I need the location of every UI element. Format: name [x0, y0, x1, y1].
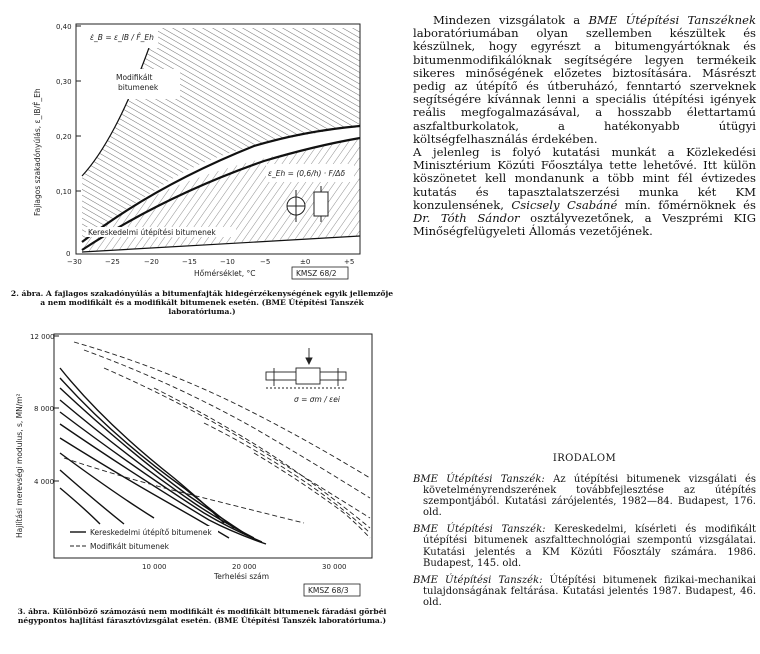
- figure-3-stamp-text: KMSZ 68/3: [308, 586, 349, 595]
- figure-3-label-commercial: Kereskedelmi útépítő bitumenek: [90, 528, 212, 537]
- figure-2-x-tick: −25: [105, 258, 120, 266]
- reference-item: [413, 524, 756, 568]
- reference-item: [413, 474, 756, 518]
- figure-3-curve: [60, 412, 262, 542]
- figure-3-label-modified: Modifikált bitumenek: [90, 542, 170, 551]
- text-run: A jelenleg is folyó kutatási munkát a Közlekedési Minisztérium Közúti Főosztálya tette lehetővé. Itt külön köszönetet kell mondanunk a több mint fél évtizedes kutatás és tapasztalatszerzési munka két KM konzulensének,: [413, 145, 756, 212]
- figure-3-curve: [60, 488, 100, 524]
- figure-2-y-tick: 0,10: [56, 188, 72, 196]
- figure-3-caption: 3. ábra. Különböző számozású nem modifikált és modifikált bitumenek fáradási görbéi négypontos hajlítási fárasztóvizsgálat esetén. (BME Útépítési Tanszék laboratóriuma.): [17, 607, 387, 625]
- text-run: laboratóriumában olyan szellemben készültek és készülnek, hogy egyrészt a bitumengyártóknak és bitumenmodifikálóknak segítségére legyen termékeik sikeres minőségének előzetes biztosítására. Másrészt pedig az útépítő és útberuházó, fenntartó szerveknek segítségére kívánnak lenni a speciális útépítési igények reális megfogalmazásával, a hosszabb élettartamú aszfaltburkolatok, a hatékonyabb útügyi költségfelhasználás érdekében.: [413, 26, 756, 146]
- figure-3-x-tick: 30 000: [322, 563, 347, 571]
- figure-3-y-axis: [30, 333, 59, 486]
- references-title: IRODALOM: [552, 453, 617, 464]
- paragraph-2: [413, 146, 756, 238]
- figure-2-xlabel: Hőmérséklet, °C: [194, 269, 256, 278]
- reference-text: Az útépítési bitumenek vizsgálati és követelményrendszerének továbbfejlesztése az útépítés szempontjából. Kutatási zárójelentés, 1982—84. Budapest, 176. old.: [423, 474, 756, 519]
- figure-3-y-tick: 8 000: [34, 405, 55, 413]
- figure-2-caption: 2. ábra. A fajlagos szakadónyúlás a bitumenfajták hidegérzékenységének egyik jellemzője a nem modifikált és a modifikált bitumenek esetén. (BME Útépítési Tanszék laboratóriuma.): [10, 289, 394, 316]
- reference-text: Útépítési bitumenek fizikai-mechanikai tulajdonságának feltárása. Kutatási jelentés 1987. Budapest, 46. old.: [423, 574, 756, 608]
- figure-2-x-tick: −10: [220, 258, 235, 266]
- figure-2-y-tick: 0,40: [56, 23, 72, 31]
- figure-3-plot-frame: [54, 334, 372, 558]
- figure-2-x-axis: [67, 258, 354, 266]
- figure-2-x-tick: −20: [144, 258, 159, 266]
- text-run-italic: Dr. Tóth Sándor: [413, 211, 520, 226]
- text-run: Mindezen vizsgálatok a: [433, 13, 589, 27]
- text-run: mín. főmérnöknek és: [617, 197, 756, 212]
- figure-3-x-tick: 10 000: [142, 563, 167, 571]
- paragraph-1: [413, 14, 756, 146]
- text-run-italic: nek: [734, 13, 757, 27]
- figure-3-curve: [74, 342, 370, 478]
- figure-3-x-tick: 20 000: [232, 563, 257, 571]
- figure-2-y-tick: 0,30: [56, 78, 72, 86]
- text-run: osztályvezetőnek, a Veszprémi KIG Minőségfelügyeleti Állomás vezetőjének.: [413, 211, 756, 239]
- figure-2-x-tick: +5: [344, 258, 355, 266]
- reference-author: BME Útépítési Tanszék:: [413, 524, 546, 536]
- figure-2-label-modified: Modifikált: [116, 73, 153, 82]
- references-list: [413, 474, 756, 614]
- figure-3-x-axis: [142, 563, 347, 571]
- figure-2-y-tick: 0: [66, 250, 71, 258]
- figure-3-curve: [60, 400, 254, 538]
- figure-2-x-tick: −30: [67, 258, 82, 266]
- figure-3-y-tick: 12 000: [30, 333, 55, 341]
- figure-3-curve: [254, 453, 370, 538]
- figure-3-curve: [204, 423, 370, 533]
- figure-3-curve: [60, 378, 234, 528]
- figure-2-y-tick: 0,20: [56, 133, 72, 141]
- figure-2-chart: [4, 6, 402, 284]
- figure-3-ylabel: Hajlítási merevségi modulus, s, MN/m²: [15, 393, 24, 538]
- reference-item: [413, 575, 756, 608]
- figure-3-curve: [60, 453, 154, 518]
- figure-2-x-tick: ±0: [300, 258, 311, 266]
- figure-2-label-commercial: Kereskedelmi útépítési bitumenek: [88, 228, 216, 237]
- figure-3-xlabel: Terhelési szám: [214, 572, 270, 581]
- text-run-italic: BME Útépítési Tanszék: [588, 13, 735, 27]
- figure-3-curve: [64, 458, 304, 523]
- figure-2-stamp-text: KMSZ 68/2: [296, 269, 337, 278]
- reference-author: BME Útépítési Tanszék:: [413, 474, 545, 485]
- figure-3-formula: σ = σm / εei: [294, 395, 340, 404]
- reference-text: Kereskedelmi, kísérleti és modifikált útépítési bitumenek aszfalttechnológiai szempontú vizsgálatai. Kutatási jelentés a KM Közúti Főosztály számára. 1986. Budapest, 145. old.: [423, 524, 756, 569]
- text-run-italic: Csicsely Csabáné: [511, 197, 618, 212]
- figure-2-y-axis: [56, 23, 81, 258]
- figure-2-x-tick: −5: [260, 258, 271, 266]
- figure-2-formula-top: ε̇_B = ε_lB / F̂_Eh: [90, 33, 154, 42]
- figure-3-chart: [4, 328, 402, 604]
- figure-2-formula-right: ε_Eh = (0,6/h) · F/Δδ: [268, 169, 346, 178]
- figure-2-ylabel: Fajlagos szakadónyúlás, ε_lB/F̂_Eh: [33, 88, 42, 216]
- four-point-bending-icon: [266, 348, 346, 388]
- body-text: [413, 14, 756, 238]
- figure-3-y-tick: 4 000: [34, 478, 55, 486]
- figure-2-label-modified: bitumenek: [118, 83, 159, 92]
- figure-2-x-tick: −15: [182, 258, 197, 266]
- figure-3-commercial-curves: [60, 368, 266, 544]
- reference-author: BME Útépítési Tanszék:: [413, 574, 543, 586]
